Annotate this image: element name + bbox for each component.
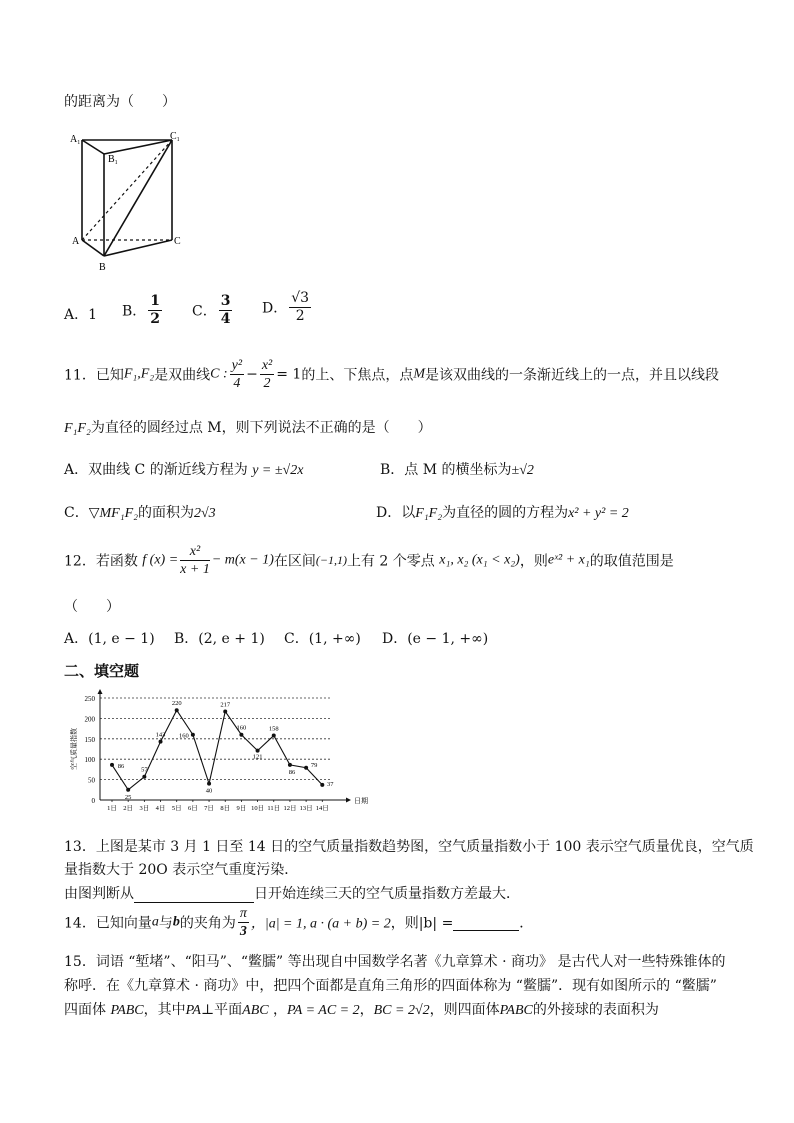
q11-line1: 11．已知F₁,F₂是双曲线C : $\frac{\text{y²}}{4}$ − $\frac{\text{x²}}{2}$ = 1的上、下焦点，点M是该双曲线的一条渐近线上的一点，并且以线段 <box>64 358 720 391</box>
section-heading: 二、填空题 <box>64 662 140 680</box>
label-C1: $C_1$ <box>170 131 180 143</box>
data-label: 158 <box>268 725 279 733</box>
x-axis-arrow <box>346 798 351 803</box>
q11-option-b: B．点 M 的横坐标为±√2 <box>380 462 534 478</box>
prism-figure <box>64 128 184 276</box>
q10-option-b: B． $\frac{1}{2}$ <box>122 293 161 327</box>
data-point <box>191 733 195 737</box>
q13-line2: 量指数大于 20O 表示空气重度污染． <box>64 862 299 878</box>
data-point <box>159 740 163 744</box>
data-point <box>320 783 324 787</box>
data-point <box>126 788 130 792</box>
data-label: 86 <box>117 762 125 770</box>
q10-option-d: D． $\frac{√3}{2}$ <box>262 290 310 324</box>
data-point <box>207 782 211 786</box>
q12-option-a: A．(1, e − 1) <box>64 631 155 647</box>
y-tick-label: 150 <box>84 735 95 744</box>
data-label: 220 <box>171 700 182 708</box>
x-tick-label: 1日 <box>107 805 117 812</box>
label-B1: $B_1$ <box>108 154 118 166</box>
x-tick-label: 12日 <box>283 805 297 812</box>
data-label: 40 <box>205 787 213 795</box>
x-tick-label: 4日 <box>155 805 166 812</box>
q13-line1: 13．上图是某市 3 月 1 日至 14 日的空气质量指数趋势图，空气质量指数小于 100 表示空气质量优良，空气质 <box>64 839 754 855</box>
q14-answer-blank[interactable] <box>453 914 519 931</box>
x-tick-label: 11日 <box>267 805 281 812</box>
x-tick-label: 13日 <box>299 805 313 812</box>
q11-option-d: D．以F₁F₂为直径的圆的方程为x² + y² = 2 <box>376 505 629 521</box>
data-point <box>288 763 292 767</box>
label-C: C <box>174 236 181 247</box>
label-A: A <box>72 236 80 247</box>
q13-line3: 由图判断从 日开始连续三天的空气质量指数方差最大． <box>64 886 520 902</box>
x-tick-label: 7日 <box>204 805 214 812</box>
data-label: 37 <box>327 780 334 788</box>
x-tick-label: 9日 <box>236 805 247 812</box>
q10-tail: 的距离为（ ） <box>64 94 176 110</box>
data-label: 25 <box>124 793 132 801</box>
label-B: B <box>99 262 106 273</box>
data-label: 86 <box>288 768 296 776</box>
y-axis-arrow <box>98 689 103 694</box>
data-point <box>256 749 260 753</box>
data-label: 160 <box>179 732 189 740</box>
x-tick-label: 5日 <box>171 805 182 812</box>
data-label: 57 <box>141 766 148 774</box>
q12-line1: 12．若函数 f (x) = $\frac{\text{x²}}{x + 1}$ − m(x − 1)在区间(−1,1)上有 2 个零点 x₁, x₂ (x₁ < x₂)，则eˣ² + x₁的取值范围是 <box>64 544 674 577</box>
label-A1: $A_1$ <box>70 134 81 146</box>
data-point <box>272 734 276 738</box>
q11-option-c: C．▽MF₁F₂的面积为2√3 <box>64 505 216 521</box>
q12-option-c: C．(1, +∞) <box>284 631 361 647</box>
aqi-line-chart <box>64 688 374 818</box>
q12-line2: （ ） <box>64 599 120 615</box>
x-tick-label: 6日 <box>188 805 198 812</box>
data-point <box>110 763 114 767</box>
q11-option-a: A．双曲线 C 的渐近线方程为 y = ±√2x <box>64 462 304 478</box>
y-tick-label: 250 <box>84 695 95 703</box>
y-axis-label: 空气质量指数 <box>70 728 78 770</box>
q10-option-c: C． $\frac{3}{4}$ <box>192 293 231 327</box>
y-tick-label: 100 <box>84 756 95 765</box>
q14-line: 14．已知向量a与b的夹角为 $\frac{\pi}{3}$ ，|a| = 1, a · (a + b) = 2，则|b| = ． <box>64 906 534 939</box>
data-point <box>142 775 146 779</box>
y-tick-label: 200 <box>84 715 95 724</box>
q12-option-d: D．(e − 1, +∞) <box>382 631 489 647</box>
x-tick-label: 10日 <box>251 805 265 812</box>
data-point <box>304 766 308 770</box>
y-tick-label: 50 <box>88 776 95 785</box>
x-tick-label: 2日 <box>123 805 134 812</box>
data-point <box>239 733 243 737</box>
q15-line2: 称呼．在《九章算术 · 商功》中，把四个面都是直角三角形的四面体称为 “鳖臑”．现有如图所示的 “鳖臑” <box>64 978 717 994</box>
x-tick-label: 3日 <box>139 805 150 812</box>
q15-line3: 四面体 PABC，其中PA⊥平面ABC ，PA = AC = 2，BC = 2√2，则四面体PABC的外接球的表面积为 <box>64 1002 659 1018</box>
y-tick-label: 0 <box>91 797 95 805</box>
data-point <box>223 709 227 713</box>
data-point <box>175 708 179 712</box>
data-label: 79 <box>310 761 318 769</box>
x-tick-label: 14日 <box>315 805 329 812</box>
q10-option-a: A．1 <box>64 307 98 323</box>
q11-line2: F₁F₂为直径的圆经过点 M，则下列说法不正确的是（ ） <box>64 420 432 436</box>
x-axis-label: 日期 <box>354 797 368 805</box>
q12-option-b: B．(2, e + 1) <box>174 631 265 647</box>
data-label: 217 <box>220 701 231 709</box>
q15-line1: 15．词语 “堑堵”、“阳马”、“鳖臑” 等出现自中国数学名著《九章算术 · 商功》 是古代人对一些特殊锥体的 <box>64 954 726 970</box>
data-label: 121 <box>252 753 263 761</box>
x-tick-label: 8日 <box>220 805 231 812</box>
data-label: 143 <box>155 731 166 739</box>
data-label: 160 <box>236 724 247 732</box>
q13-answer-blank[interactable] <box>134 886 254 903</box>
